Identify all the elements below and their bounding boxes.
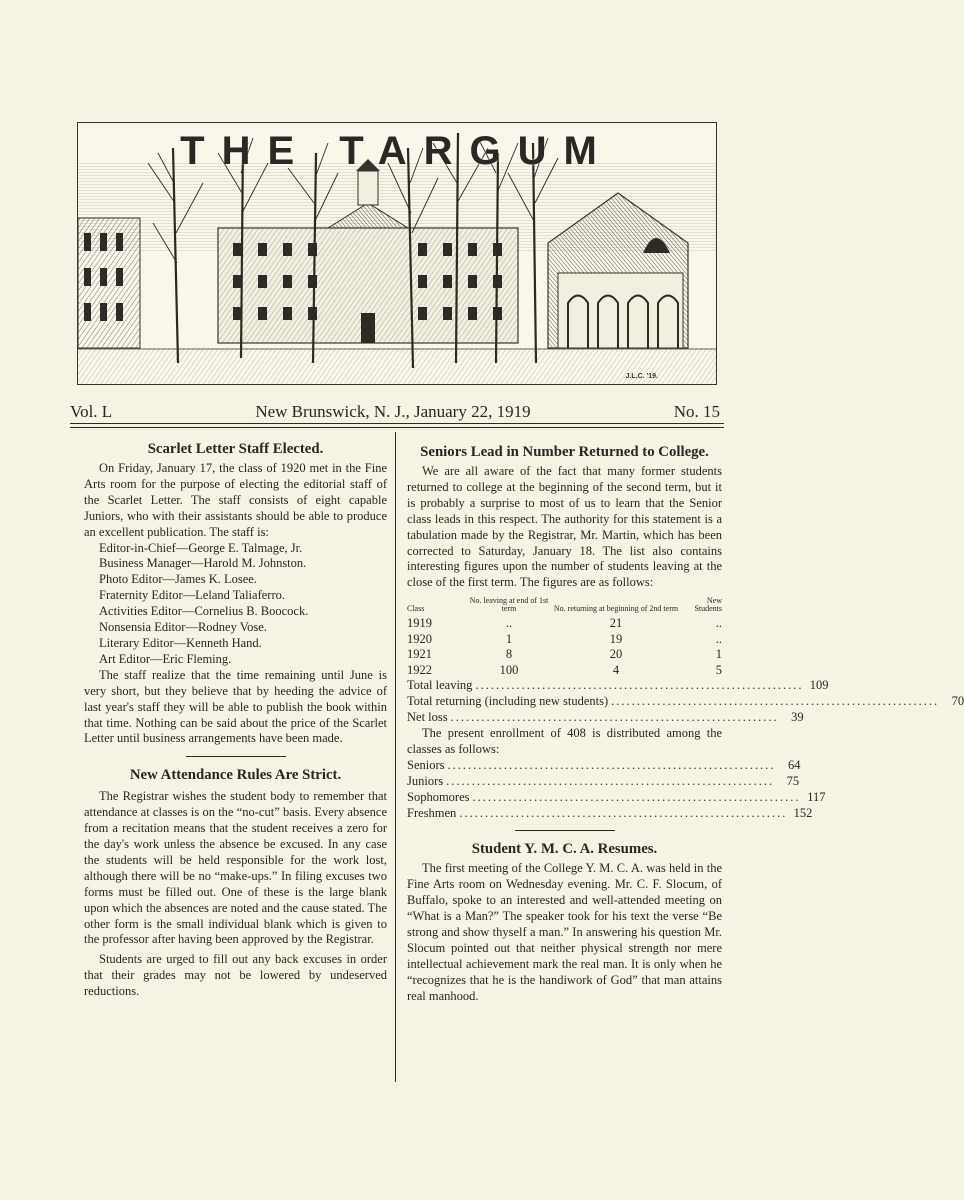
- class-count: 152: [793, 805, 813, 820]
- article-heading-ymca: Student Y. M. C. A. Resumes.: [471, 841, 658, 858]
- article-paragraph: The present enrollment of 408 is distributed among the classes as follows:: [407, 725, 722, 756]
- dot-leader: ................................................................: [450, 710, 779, 725]
- table-cell: 4: [612, 662, 620, 677]
- column-divider: [395, 432, 396, 1082]
- table-cell: 100: [499, 662, 519, 677]
- class-count: 117: [807, 789, 826, 804]
- dateline: [70, 402, 720, 422]
- table-cell: ..: [505, 616, 513, 631]
- column-header-returning: No. returning at beginning of 2nd term: [553, 604, 679, 614]
- article-paragraph: On Friday, January 17, the class of 1920 met in the Fine Arts room for the purpose of electing the editorial staff of the Scarlet Letter. The staff consists of eight capable Juniors, who with their assistants should be able to produce an excellent publication. The staff is:: [84, 461, 387, 539]
- total-value: 39: [791, 710, 804, 725]
- article-paragraph: The Registrar wishes the student body to remember that attendance at classes is on the “no-cut” basis. Every absence from a recitation means that the student receives a zero for the day's work unless the absence be excused. In any case the students will be held responsible for the work lost, although there will be no “make-ups.” In filing excuses two forms must be filled out. One of these is the large blank upon which the absences are noted and the cause stated. The other form is the small individual blank which is given to the professor after having been approved by the Registrar.: [84, 789, 387, 947]
- class-label: Juniors: [407, 773, 444, 788]
- artist-signature: J.L.C. '19.: [625, 373, 658, 380]
- article-heading-seniors: Seniors Lead in Number Returned to College.: [420, 444, 709, 460]
- table-cell: 1: [505, 631, 513, 646]
- column-header-class: Class: [407, 604, 425, 614]
- dot-leader: ................................................................: [475, 678, 804, 693]
- table-cell: 19: [609, 631, 623, 646]
- table-cell: 1: [715, 647, 722, 662]
- table-cell: 1920: [407, 631, 432, 646]
- total-row: [407, 710, 804, 726]
- table-row: [407, 663, 722, 679]
- class-label: Seniors: [407, 757, 445, 772]
- article-paragraph: Students are urged to fill out any back excuses in order that their grades may not be lowered by undeserved reductions.: [84, 952, 387, 999]
- article-separator: [186, 756, 286, 757]
- total-label: Total leaving: [407, 678, 473, 693]
- masthead-title: THE TARGUM: [180, 129, 614, 173]
- dot-leader: ................................................................: [611, 694, 940, 709]
- dot-leader: ................................................................: [447, 757, 776, 772]
- article-heading-scarlet-letter: Scarlet Letter Staff Elected.: [147, 441, 324, 457]
- class-count: 64: [788, 757, 801, 772]
- article-paragraph: The first meeting of the College Y. M. C. A. was held in the Fine Arts room on Wednesday evening. Mr. C. F. Slocum, of Buffalo, spoke to an interested and well-attended meeting on “What is a Man?” The speaker took for his text the verse “Be strong and show thyself a man.” In answering his question Mr. Slocum pointed out that neither physical strength nor mere intellectual achievement mark the real man. It is only when he “recognizes that he is the handiwork of God” that man attains real manhood.: [407, 861, 722, 1003]
- left-column: [84, 441, 387, 1000]
- table-row: [407, 616, 722, 632]
- table-cell: 1922: [407, 662, 432, 677]
- column-header-new: New Students: [694, 596, 722, 614]
- class-label: Freshmen: [407, 805, 457, 820]
- dateline-rule-thin: [70, 427, 724, 428]
- staff-list-item: Art Editor—Eric Fleming.: [99, 651, 232, 666]
- staff-list-item: Nonsensia Editor—Rodney Vose.: [99, 620, 267, 635]
- total-label: Total returning (including new students): [407, 694, 609, 709]
- volume-label: Vol. L: [70, 402, 113, 421]
- article-heading-attendance: New Attendance Rules Are Strict.: [129, 767, 342, 784]
- table-cell: ..: [715, 616, 722, 631]
- dateline-rule: [70, 423, 724, 424]
- total-row: [407, 678, 829, 694]
- total-row: [407, 694, 964, 710]
- dot-leader: ................................................................: [472, 789, 801, 804]
- total-label: Net loss: [407, 710, 448, 725]
- enrollment-row: [407, 757, 801, 774]
- masthead-illustration: [77, 122, 717, 385]
- table-cell: 1921: [407, 647, 432, 662]
- table-row: [407, 647, 722, 663]
- total-value: 109: [809, 678, 829, 693]
- class-label: Sophomores: [407, 789, 470, 804]
- table-cell: 1919: [407, 616, 432, 631]
- dot-leader: ................................................................: [446, 773, 775, 788]
- right-column: [407, 444, 964, 1005]
- staff-list-item: Photo Editor—James K. Losee.: [99, 572, 257, 587]
- article-paragraph: We are all aware of the fact that many former students returned to college at the beginning of the second term, but it is probably a surprise to most of us to learn that the Senior class leads in this respect. The authority for this statement is a tabulation made by the Registrar, Mr. Martin, which has been corrected to Saturday, January 18. The list also contains interesting figures upon the number of students leaving at the close of the first term. The figures are as follows:: [407, 464, 722, 590]
- staff-list-item: Editor-in-Chief—George E. Talmage, Jr.: [99, 540, 303, 555]
- column-header-leaving: No. leaving at end of 1st term: [469, 596, 549, 614]
- table-cell: 21: [609, 616, 623, 631]
- article-separator: [515, 830, 615, 831]
- table-header-row: [407, 597, 722, 616]
- staff-list-item: Activities Editor—Cornelius B. Boocock.: [99, 604, 309, 619]
- staff-list-item: Business Manager—Harold M. Johnston.: [99, 556, 307, 571]
- staff-list-item: Literary Editor—Kenneth Hand.: [99, 635, 262, 650]
- total-value: 70: [951, 694, 964, 709]
- class-count: 75: [786, 773, 800, 788]
- table-cell: 5: [715, 662, 722, 677]
- dot-leader: ................................................................: [459, 805, 788, 820]
- enrollment-table: [407, 597, 722, 678]
- enrollment-row: [407, 773, 800, 790]
- issue-number: No. 15: [673, 402, 720, 421]
- enrollment-row: [407, 805, 813, 822]
- article-paragraph: The staff realize that the time remaining until June is very short, but they believe that by heeding the advice of last year's staff they will be able to publish the book within that time. Nothing can be said about the price of the Scarlet Letter until business arrangements have been made.: [84, 667, 387, 746]
- table-row: [407, 632, 722, 648]
- table-cell: 8: [505, 647, 513, 662]
- table-cell: ..: [715, 631, 722, 646]
- place-date: New Brunswick, N. J., January 22, 1919: [255, 402, 531, 421]
- enrollment-row: [407, 789, 826, 806]
- staff-list-item: Fraternity Editor—Leland Taliaferro.: [99, 588, 285, 603]
- table-cell: 20: [609, 647, 623, 662]
